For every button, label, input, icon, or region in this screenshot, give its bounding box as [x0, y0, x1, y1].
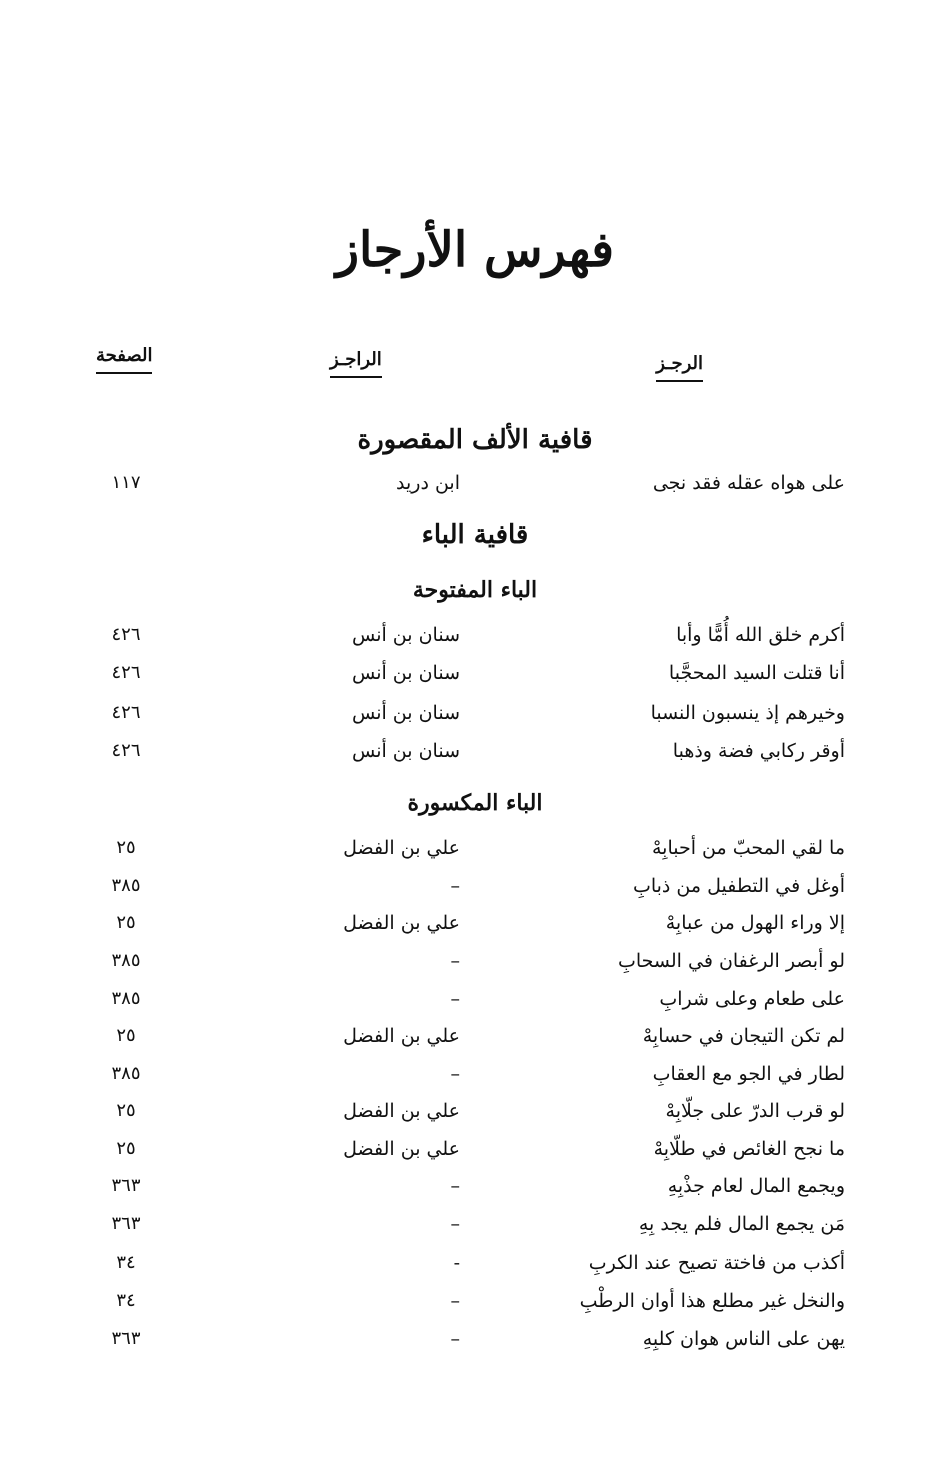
poet-name: علي بن الفضل — [343, 837, 460, 859]
poet-name: – — [450, 1290, 460, 1312]
page-number: ٣٤ — [116, 1252, 136, 1273]
column-header-page: الصفحة — [96, 345, 152, 374]
page-number: ٢٥ — [116, 1025, 136, 1046]
page-number: ٢٥ — [116, 1138, 136, 1159]
index-row — [0, 1175, 950, 1205]
index-row — [0, 1138, 950, 1168]
page-number: ٣٦٣ — [111, 1213, 141, 1234]
subsection-heading-baa-maftuha: الباء المفتوحة — [412, 577, 538, 603]
verse-text: أوقر ركابي فضة وذهبا — [672, 740, 845, 762]
page-number: ٣٦٣ — [111, 1328, 141, 1349]
page-number: ١١٧ — [111, 472, 141, 493]
verse-text: يهن على الناس هوان كلبِهِ — [642, 1328, 845, 1350]
page-number: ٤٢٦ — [111, 624, 141, 645]
verse-text: لطار في الجو مع العقابِ — [652, 1063, 845, 1085]
page-number: ٤٢٦ — [111, 662, 141, 683]
poet-name: علي بن الفضل — [343, 1100, 460, 1122]
poet-name: سنان بن أنس — [351, 702, 460, 724]
index-row — [0, 988, 950, 1018]
page-title: فهرس الأرجاز — [335, 222, 615, 278]
poet-name: سنان بن أنس — [351, 662, 460, 684]
poet-name: – — [450, 1063, 460, 1085]
page-number: ٢٥ — [116, 837, 136, 858]
poet-name: ابن دريد — [396, 472, 460, 494]
verse-text: على طعام وعلى شرابِ — [659, 988, 845, 1010]
verse-text: والنخل غير مطلع هذا أوان الرطْبِ — [579, 1290, 845, 1312]
verse-text: لم تكن التيجان في حسابِهْ — [642, 1025, 845, 1047]
poet-name: – — [450, 1328, 460, 1350]
index-row — [0, 1025, 950, 1055]
page-number: ٣٦٣ — [111, 1175, 141, 1196]
verse-text: ويجمع المال لعام جذْبِهِ — [667, 1175, 845, 1197]
section-heading-baa: قافية الباء — [421, 520, 529, 550]
poet-name: – — [450, 875, 460, 897]
verse-text: أوغل في التطفيل من ذبابِ — [632, 875, 845, 897]
index-row — [0, 875, 950, 905]
verse-text: أكذب من فاختة تصيح عند الكربِ — [588, 1252, 845, 1274]
index-row — [0, 1063, 950, 1093]
subsection-heading-baa-maksura: الباء المكسورة — [407, 790, 543, 816]
poet-name: علي بن الفضل — [343, 1025, 460, 1047]
verse-text: ما نجح الغائص في طلّابِهْ — [653, 1138, 845, 1160]
index-row — [0, 950, 950, 980]
verse-text: ما لقي المحبّ من أحبابِهْ — [652, 837, 845, 859]
index-row — [0, 702, 950, 732]
verse-text: إلا وراء الهول من عبابِهْ — [665, 912, 845, 934]
page-number: ٣٨٥ — [111, 1063, 141, 1084]
index-row — [0, 740, 950, 770]
page-number: ٣٨٥ — [111, 950, 141, 971]
poet-name: – — [450, 1175, 460, 1197]
index-row — [0, 662, 950, 692]
index-row — [0, 1213, 950, 1243]
verse-text: لو قرب الدرّ على جلّابِهْ — [665, 1100, 845, 1122]
verse-text: على هواه عقله فقد نجى — [652, 472, 845, 494]
column-header-rajiz: الراجـز — [330, 349, 382, 378]
verse-text: لو أبصر الرغفان في السحابِ — [617, 950, 845, 972]
page-number: ٤٢٦ — [111, 702, 141, 723]
poet-name: علي بن الفضل — [343, 1138, 460, 1160]
poet-name: سنان بن أنس — [351, 624, 460, 646]
poet-name: – — [450, 950, 460, 972]
index-row — [0, 1290, 950, 1320]
index-row — [0, 837, 950, 867]
verse-text: وخيرهم إذ ينسبون النسبا — [650, 702, 845, 724]
page-number: ٤٢٦ — [111, 740, 141, 761]
page-number: ٣٤ — [116, 1290, 136, 1311]
index-row — [0, 912, 950, 942]
poet-name: – — [450, 988, 460, 1010]
page-number: ٢٥ — [116, 912, 136, 933]
poet-name: - — [453, 1252, 460, 1274]
index-row — [0, 1252, 950, 1282]
verse-text: أكرم خلق الله أُمًّا وأبا — [676, 624, 845, 646]
index-row — [0, 1100, 950, 1130]
page-number: ٣٨٥ — [111, 875, 141, 896]
poet-name: سنان بن أنس — [351, 740, 460, 762]
poet-name: علي بن الفضل — [343, 912, 460, 934]
page-number: ٢٥ — [116, 1100, 136, 1121]
verse-text: مَن يجمع المال فلم يجد بِهِ — [638, 1213, 845, 1235]
poet-name: – — [450, 1213, 460, 1235]
index-row — [0, 1328, 950, 1358]
page-number: ٣٨٥ — [111, 988, 141, 1009]
index-row — [0, 472, 950, 502]
verse-text: أنا قتلت السيد المحجَّبا — [668, 662, 845, 684]
index-row — [0, 624, 950, 654]
column-header-rajaz: الرجـز — [656, 353, 703, 382]
section-heading-alif-maqsura: قافية الألف المقصورة — [357, 425, 593, 455]
